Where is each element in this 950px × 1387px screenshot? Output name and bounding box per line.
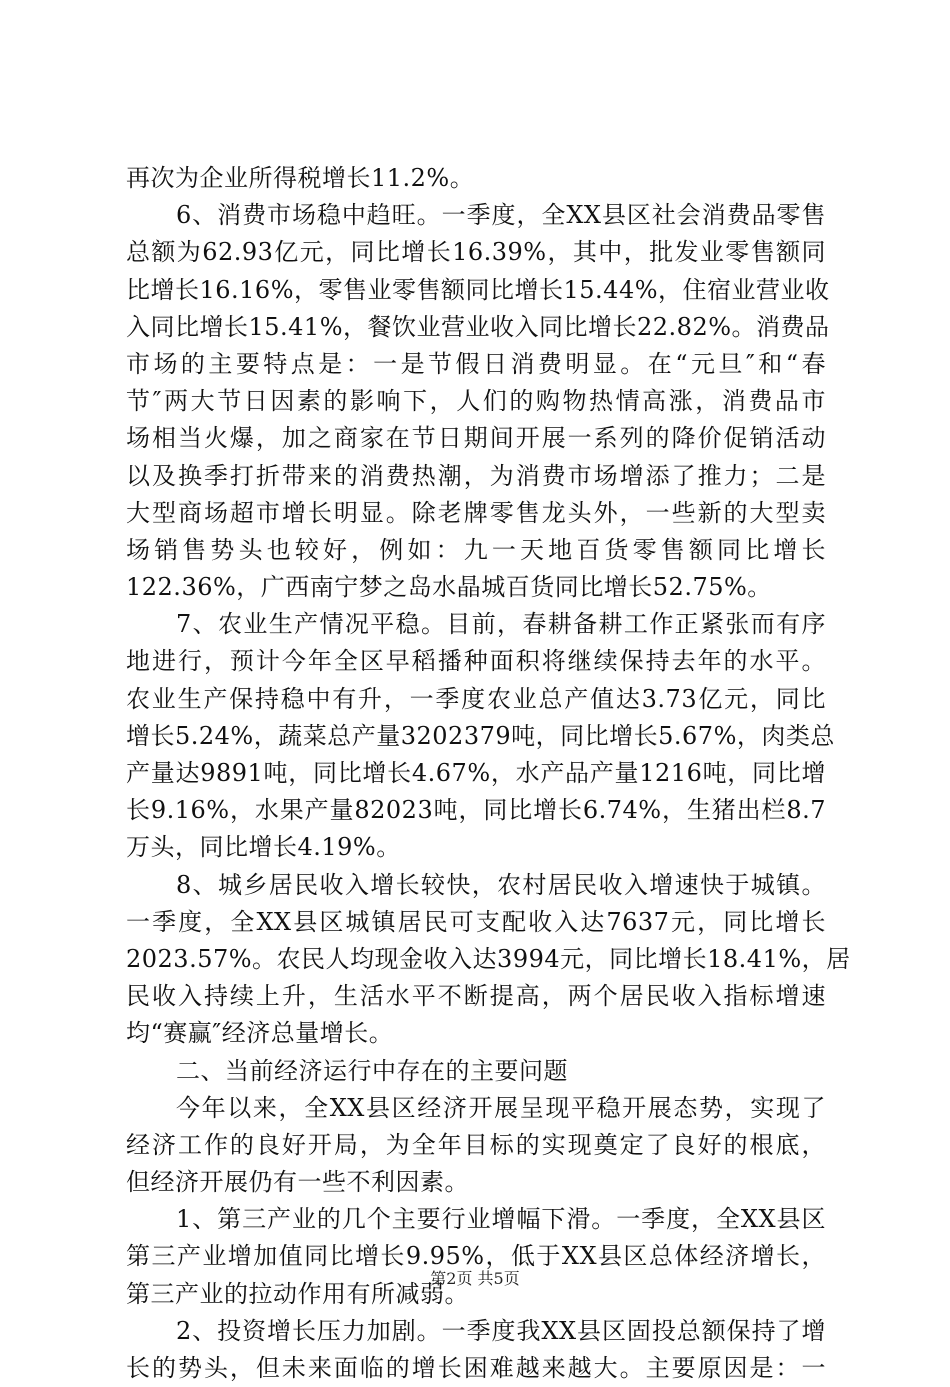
text-line: 农业生产保持稳中有升，一季度农业总产值达3.73亿元，同比: [126, 684, 826, 713]
text-line: 今年以来，全XX县区经济开展呈现平稳开展态势，实现了: [176, 1093, 826, 1122]
problem-1-heading-line: 1、第三产业的几个主要行业增幅下滑。一季度，全XX县区: [176, 1205, 826, 1234]
text-line: 节″两大节日因素的影响下，人们的购物热情高涨，消费品市: [126, 387, 826, 416]
text-line: 长的势头，但未来面临的增长困难越来越大。主要原因是：一: [126, 1354, 826, 1382]
text-line: 产量达9891吨，同比增长4.67%，水产品产量1216吨，同比增: [126, 759, 826, 787]
text-line: 比增长16.16%，零售业零售额同比增长15.44%，住宿业营业收: [126, 275, 830, 304]
section-heading: 二、当前经济运行中存在的主要问题: [176, 1056, 568, 1085]
text-line: 第三产业增加值同比增长9.95%，低于XX县区总体经济增长，: [126, 1242, 826, 1271]
section-7-heading-line: 7、农业生产情况平稳。目前，春耕备耕工作正紧张而有序: [176, 610, 826, 639]
text-line: 2023.57%。农民人均现金收入达3994元，同比增长18.41%，居: [126, 944, 851, 973]
text-line: 一季度，全XX县区城镇居民可支配收入达7637元，同比增长: [126, 907, 826, 936]
page-footer: 第2页 共5页: [430, 1269, 520, 1288]
text-line: 均“赛赢″经济总量增长。: [126, 1019, 394, 1048]
text-line: 但经济开展仍有一些不利因素。: [126, 1168, 469, 1197]
text-line: 以及换季打折带来的消费热潮，为消费市场增添了推力；二是: [126, 461, 826, 490]
section-8-heading-line: 8、城乡居民收入增长较快，农村居民收入增速快于城镇。: [176, 870, 826, 899]
text-line: 再次为企业所得税增长11.2%。: [126, 164, 475, 192]
text-line: 大型商场超市增长明显。除老牌零售龙头外，一些新的大型卖: [126, 498, 826, 527]
text-line: 地进行，预计今年全区早稻播种面积将继续保持去年的水平。: [126, 647, 826, 676]
text-line: 经济工作的良好开局，为全年目标的实现奠定了良好的根底，: [126, 1130, 826, 1159]
text-line: 民收入持续上升，生活水平不断提高，两个居民收入指标增速: [126, 982, 826, 1011]
text-line: 市场的主要特点是：一是节假日消费明显。在“元旦″和“春: [126, 349, 826, 378]
text-line: 场相当火爆，加之商家在节日期间开展一系列的降价促销活动: [126, 424, 826, 453]
document-body: [126, 160, 851, 1387]
text-line: 122.36%，广西南宁梦之岛水晶城百货同比增长52.75%。: [126, 573, 772, 602]
text-line: 增长5.24%，蔬菜总产量3202379吨，同比增长5.67%，肉类总: [126, 721, 835, 750]
section-6-heading-line: 6、消费市场稳中趋旺。一季度，全XX县区社会消费品零售: [176, 201, 826, 230]
text-line: 场销售势头也较好，例如：九一天地百货零售额同比增长: [126, 535, 826, 564]
text-line: 第三产业的拉动作用有所减弱。: [126, 1279, 469, 1308]
text-line: 万头，同比增长4.19%。: [126, 833, 401, 862]
text-line: 入同比增长15.41%，餐饮业营业收入同比增长22.82%。消费品: [126, 312, 830, 341]
problem-2-heading-line: 2、投资增长压力加剧。一季度我XX县区固投总额保持了增: [176, 1316, 826, 1345]
text-line: 总额为62.93亿元，同比增长16.39%，其中，批发业零售额同: [126, 238, 826, 267]
text-line: 长9.16%，水果产量82023吨，同比增长6.74%，生猪出栏8.7: [126, 796, 826, 825]
